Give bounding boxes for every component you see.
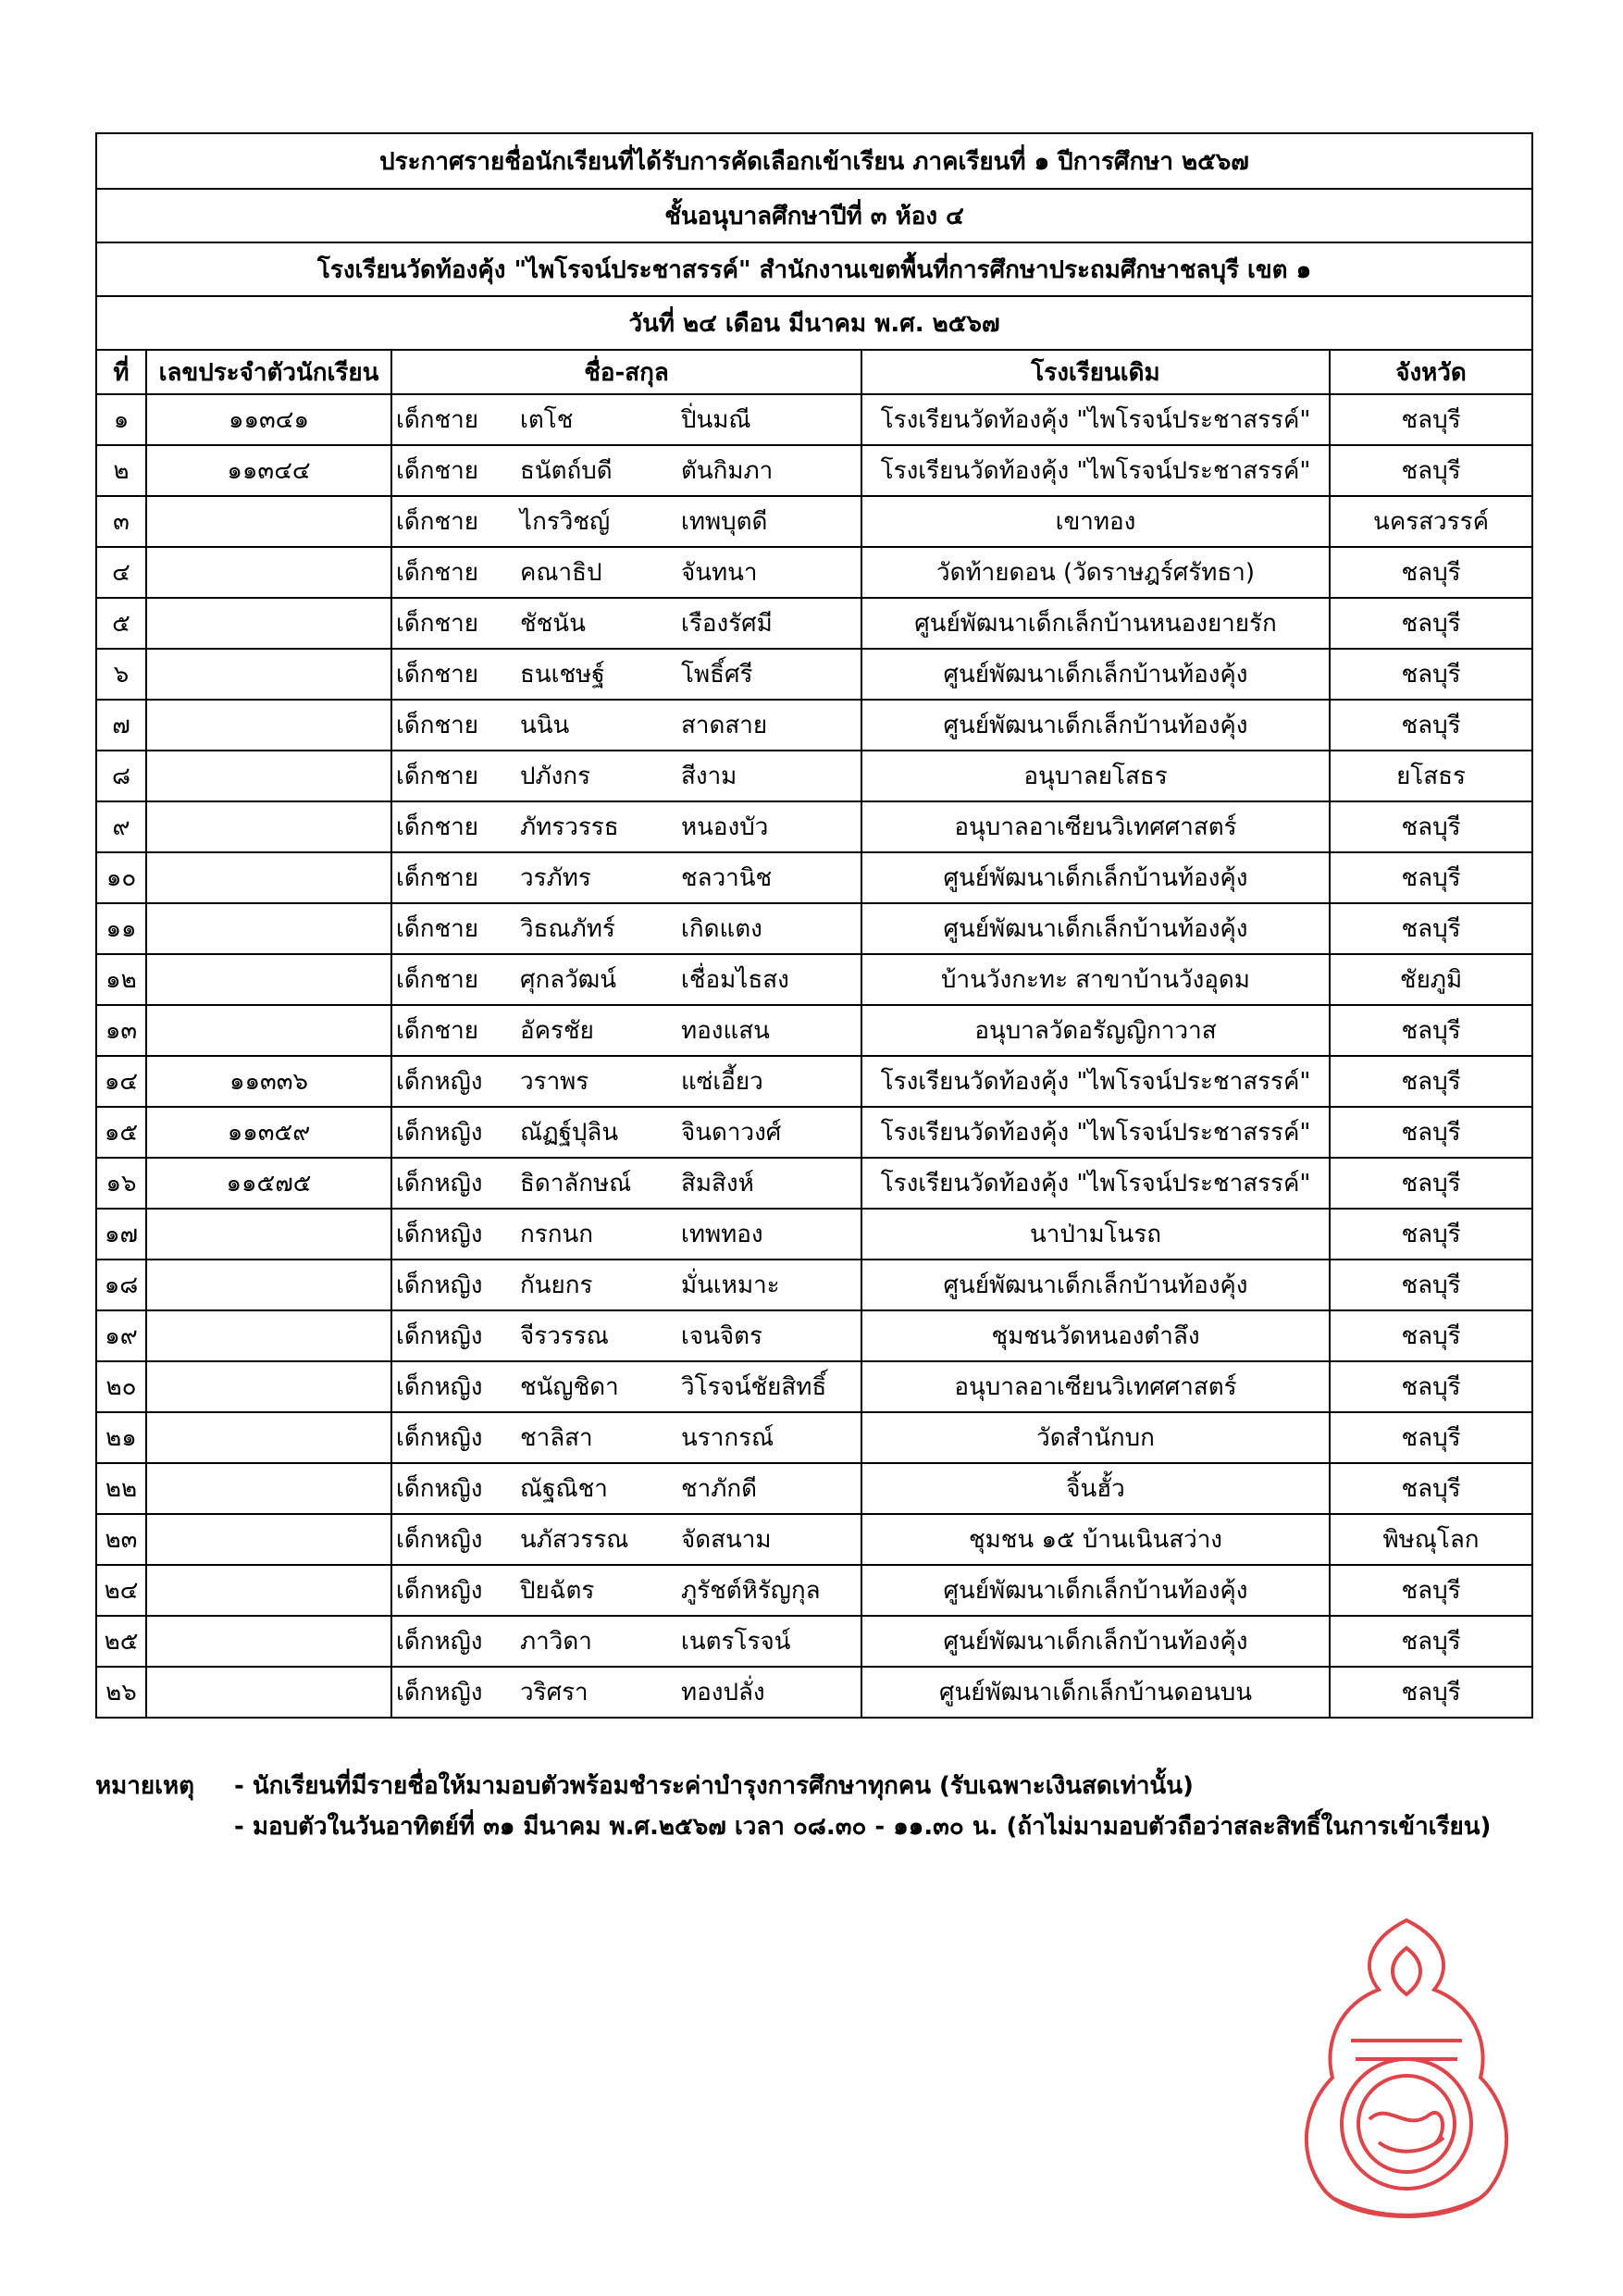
name-prefix: เด็กชาย: [396, 1017, 478, 1045]
name-prefix: เด็กหญิง: [396, 1322, 483, 1350]
row-number: ๒๓: [96, 1514, 146, 1565]
first-name: คณาธิป: [520, 559, 602, 587]
last-name: หนองบัว: [681, 813, 769, 841]
col-header-student-id: เลขประจำตัวนักเรียน: [146, 350, 391, 394]
last-name: ภูรัชต์หิรัญกุล: [681, 1577, 821, 1605]
student-name: [391, 1260, 861, 1310]
student-name: [391, 445, 861, 496]
student-name: [391, 598, 861, 649]
last-name: เทพทอง: [681, 1221, 763, 1248]
first-name: ภัทรวรรธ: [520, 813, 619, 841]
row-number: ๕: [96, 598, 146, 649]
previous-school: บ้านวังกะทะ สาขาบ้านวังอุดม: [861, 954, 1330, 1005]
student-id: ๑๑๕๗๕: [146, 1158, 391, 1209]
previous-school: โรงเรียนวัดท้องคุ้ง "ไพโรจน์ประชาสรรค์": [861, 445, 1330, 496]
student-name: [391, 1158, 861, 1209]
student-id: [146, 1005, 391, 1056]
previous-school: ศูนย์พัฒนาเด็กเล็กบ้านท้องคุ้ง: [861, 852, 1330, 903]
row-number: ๒๖: [96, 1667, 146, 1718]
student-list-table: [95, 132, 1533, 1719]
name-prefix: เด็กชาย: [396, 457, 478, 485]
student-name: [391, 1616, 861, 1667]
student-id: [146, 852, 391, 903]
student-id: [146, 547, 391, 598]
student-row: [96, 954, 1532, 1005]
last-name: เกิดแตง: [681, 915, 762, 943]
province: ชลบุรี: [1330, 801, 1532, 852]
row-number: ๑: [96, 394, 146, 445]
last-name: จันทนา: [681, 559, 758, 587]
student-id: [146, 1514, 391, 1565]
student-id: [146, 1463, 391, 1514]
province: ชลบุรี: [1330, 445, 1532, 496]
class-level: ชั้นอนุบาลศึกษาปีที่ ๓ ห้อง ๔: [96, 189, 1532, 242]
student-name: [391, 801, 861, 852]
previous-school: จิ้นฮั้ว: [861, 1463, 1330, 1514]
student-rows: [96, 394, 1532, 1718]
student-row: [96, 598, 1532, 649]
student-id: [146, 649, 391, 700]
student-id: [146, 1361, 391, 1412]
row-number: ๖: [96, 649, 146, 700]
name-prefix: เด็กชาย: [396, 661, 478, 689]
last-name: นรากรณ์: [681, 1424, 774, 1452]
row-number: ๑๗: [96, 1209, 146, 1260]
name-prefix: เด็กชาย: [396, 966, 478, 994]
previous-school: ชุมชนวัดหนองตำลึง: [861, 1310, 1330, 1361]
col-header-no: ที่: [96, 350, 146, 394]
name-prefix: เด็กหญิง: [396, 1221, 483, 1248]
student-name: [391, 903, 861, 954]
last-name: สิมสิงห์: [681, 1170, 754, 1198]
previous-school: ศูนย์พัฒนาเด็กเล็กบ้านท้องคุ้ง: [861, 1565, 1330, 1616]
school-seal-stamp: [1268, 1902, 1545, 2253]
first-name: กันยกร: [520, 1272, 593, 1299]
first-name: ไกรวิชญ์: [520, 508, 611, 536]
student-id: [146, 1412, 391, 1463]
row-number: ๑๐: [96, 852, 146, 903]
student-row: [96, 700, 1532, 751]
student-row: [96, 1463, 1532, 1514]
province: ชลบุรี: [1330, 1056, 1532, 1107]
col-header-prev-school: โรงเรียนเดิม: [861, 350, 1330, 394]
student-id: [146, 1310, 391, 1361]
remark-line-1: - นักเรียนที่มีรายชื่อให้มามอบตัวพร้อมชำระค่าบำรุงการศึกษาทุกคน (รับเฉพาะเงินสดเท่านั้น): [234, 1772, 1194, 1800]
first-name: เตโช: [520, 406, 574, 434]
student-id: [146, 954, 391, 1005]
province: ชลบุรี: [1330, 394, 1532, 445]
province: ชลบุรี: [1330, 852, 1532, 903]
row-number: ๑๕: [96, 1107, 146, 1158]
last-name: ทองแสน: [681, 1017, 770, 1045]
row-number: ๑๒: [96, 954, 146, 1005]
last-name: ปิ่นมณี: [681, 406, 751, 434]
previous-school: อนุบาลวัดอรัญญิกาวาส: [861, 1005, 1330, 1056]
student-row: [96, 1158, 1532, 1209]
student-row: [96, 801, 1532, 852]
name-prefix: เด็กชาย: [396, 813, 478, 841]
last-name: สาดสาย: [681, 712, 768, 739]
student-name: [391, 700, 861, 751]
student-row: [96, 1412, 1532, 1463]
row-number: ๒๒: [96, 1463, 146, 1514]
previous-school: ศูนย์พัฒนาเด็กเล็กบ้านท้องคุ้ง: [861, 649, 1330, 700]
row-number: ๑๘: [96, 1260, 146, 1310]
first-name: ชนัญชิดา: [520, 1373, 619, 1401]
student-name: [391, 1514, 861, 1565]
province: ชลบุรี: [1330, 1107, 1532, 1158]
student-row: [96, 751, 1532, 801]
announcement-date: วันที่ ๒๔ เดือน มีนาคม พ.ศ. ๒๕๖๗: [96, 296, 1532, 350]
student-row: [96, 1667, 1532, 1718]
row-number: ๒๔: [96, 1565, 146, 1616]
row-number: ๑๙: [96, 1310, 146, 1361]
name-prefix: เด็กชาย: [396, 915, 478, 943]
student-id: ๑๑๓๓๖: [146, 1056, 391, 1107]
first-name: วริศรา: [520, 1679, 588, 1706]
student-id: [146, 598, 391, 649]
student-row: [96, 903, 1532, 954]
previous-school: ศูนย์พัฒนาเด็กเล็กบ้านหนองยายรัก: [861, 598, 1330, 649]
student-id: [146, 1209, 391, 1260]
previous-school: โรงเรียนวัดท้องคุ้ง "ไพโรจน์ประชาสรรค์": [861, 1158, 1330, 1209]
name-prefix: เด็กหญิง: [396, 1170, 483, 1198]
name-prefix: เด็กหญิง: [396, 1526, 483, 1554]
student-row: [96, 649, 1532, 700]
student-name: [391, 954, 861, 1005]
province: ชลบุรี: [1330, 1667, 1532, 1718]
province: ชลบุรี: [1330, 649, 1532, 700]
row-number: ๑๔: [96, 1056, 146, 1107]
student-row: [96, 1005, 1532, 1056]
province: ชลบุรี: [1330, 700, 1532, 751]
school-line: โรงเรียนวัดท้องคุ้ง "ไพโรจน์ประชาสรรค์" สำนักงานเขตพื้นที่การศึกษาประถมศึกษาชลบุรี เขต ๑: [96, 242, 1532, 296]
previous-school: ศูนย์พัฒนาเด็กเล็กบ้านดอนบน: [861, 1667, 1330, 1718]
first-name: ภาวิดา: [520, 1628, 592, 1656]
first-name: ณัฏฐ์ปุลิน: [520, 1119, 619, 1147]
student-name: [391, 751, 861, 801]
name-prefix: เด็กหญิง: [396, 1628, 483, 1656]
previous-school: ศูนย์พัฒนาเด็กเล็กบ้านท้องคุ้ง: [861, 700, 1330, 751]
name-prefix: เด็กชาย: [396, 763, 478, 790]
last-name: วิโรจน์ชัยสิทธิ์: [681, 1373, 827, 1401]
province: ยโสธร: [1330, 751, 1532, 801]
last-name: แซ่เอี้ยว: [681, 1068, 763, 1096]
first-name: กรกนก: [520, 1221, 593, 1248]
student-id: [146, 700, 391, 751]
last-name: จินดาวงศ์: [681, 1119, 782, 1147]
province: ชลบุรี: [1330, 1005, 1532, 1056]
first-name: วิธณภัทร์: [520, 915, 615, 943]
name-prefix: เด็กหญิง: [396, 1373, 483, 1401]
student-name: [391, 1005, 861, 1056]
row-number: ๙: [96, 801, 146, 852]
province: ชัยภูมิ: [1330, 954, 1532, 1005]
last-name: เรืองรัศมี: [681, 610, 773, 638]
student-id: ๑๑๓๔๔: [146, 445, 391, 496]
row-number: ๒๑: [96, 1412, 146, 1463]
last-name: ชลวานิช: [681, 864, 773, 892]
previous-school: เขาทอง: [861, 496, 1330, 547]
student-row: [96, 1310, 1532, 1361]
student-name: [391, 394, 861, 445]
province: ชลบุรี: [1330, 547, 1532, 598]
row-number: ๒๐: [96, 1361, 146, 1412]
last-name: ตันกิมภา: [681, 457, 774, 485]
student-name: [391, 852, 861, 903]
previous-school: อนุบาลอาเซียนวิเทศศาสตร์: [861, 801, 1330, 852]
first-name: ศุกลวัฒน์: [520, 966, 617, 994]
name-prefix: เด็กชาย: [396, 610, 478, 638]
first-name: วราพร: [520, 1068, 589, 1096]
last-name: ชาภักดี: [681, 1475, 758, 1503]
student-row: [96, 1514, 1532, 1565]
student-id: ๑๑๓๕๙: [146, 1107, 391, 1158]
name-prefix: เด็กชาย: [396, 712, 478, 739]
student-name: [391, 1412, 861, 1463]
first-name: ปิยฉัตร: [520, 1577, 595, 1605]
student-name: [391, 1667, 861, 1718]
student-id: [146, 903, 391, 954]
province: ชลบุรี: [1330, 598, 1532, 649]
last-name: มั่นเหมาะ: [681, 1272, 780, 1299]
row-number: ๒: [96, 445, 146, 496]
student-id: [146, 496, 391, 547]
last-name: เชื่อมไธสง: [681, 966, 789, 994]
province: ชลบุรี: [1330, 1361, 1532, 1412]
student-id: [146, 1260, 391, 1310]
last-name: โพธิ์ศรี: [681, 661, 753, 689]
previous-school: นาป่ามโนรถ: [861, 1209, 1330, 1260]
previous-school: ชุมชน ๑๕ บ้านเนินสว่าง: [861, 1514, 1330, 1565]
first-name: นภัสวรรณ: [520, 1526, 629, 1554]
previous-school: อนุบาลอาเซียนวิเทศศาสตร์: [861, 1361, 1330, 1412]
name-prefix: เด็กหญิง: [396, 1577, 483, 1605]
last-name: เนตรโรจน์: [681, 1628, 791, 1656]
row-number: ๒๕: [96, 1616, 146, 1667]
name-prefix: เด็กหญิง: [396, 1424, 483, 1452]
student-row: [96, 394, 1532, 445]
previous-school: โรงเรียนวัดท้องคุ้ง "ไพโรจน์ประชาสรรค์": [861, 1056, 1330, 1107]
student-row: [96, 1565, 1532, 1616]
province: ชลบุรี: [1330, 1260, 1532, 1310]
row-number: ๑๖: [96, 1158, 146, 1209]
previous-school: วัดท้ายดอน (วัดราษฎร์ศรัทธา): [861, 547, 1330, 598]
row-number: ๓: [96, 496, 146, 547]
remarks-label: หมายเหตุ: [95, 1772, 195, 1800]
first-name: ธนเชษฐ์: [520, 661, 605, 689]
previous-school: อนุบาลยโสธร: [861, 751, 1330, 801]
student-name: [391, 649, 861, 700]
first-name: จีรวรรณ: [520, 1322, 609, 1350]
name-prefix: เด็กหญิง: [396, 1068, 483, 1096]
remarks: [95, 1766, 1539, 1847]
student-id: [146, 1667, 391, 1718]
last-name: เจนจิตร: [681, 1322, 762, 1350]
student-name: [391, 1463, 861, 1514]
province: พิษณุโลก: [1330, 1514, 1532, 1565]
student-name: [391, 1209, 861, 1260]
province: ชลบุรี: [1330, 1158, 1532, 1209]
student-row: [96, 852, 1532, 903]
name-prefix: เด็กชาย: [396, 508, 478, 536]
student-name: [391, 1361, 861, 1412]
previous-school: ศูนย์พัฒนาเด็กเล็กบ้านท้องคุ้ง: [861, 903, 1330, 954]
name-prefix: เด็กชาย: [396, 406, 478, 434]
previous-school: โรงเรียนวัดท้องคุ้ง "ไพโรจน์ประชาสรรค์": [861, 1107, 1330, 1158]
student-row: [96, 496, 1532, 547]
province: ชลบุรี: [1330, 1310, 1532, 1361]
province: ชลบุรี: [1330, 1616, 1532, 1667]
last-name: ทองปลั่ง: [681, 1679, 765, 1706]
student-row: [96, 1616, 1532, 1667]
student-id: [146, 1565, 391, 1616]
row-number: ๑๓: [96, 1005, 146, 1056]
province: ชลบุรี: [1330, 1463, 1532, 1514]
province: ชลบุรี: [1330, 1565, 1532, 1616]
first-name: ณัฐณิชา: [520, 1475, 608, 1503]
name-prefix: เด็กหญิง: [396, 1272, 483, 1299]
last-name: สีงาม: [681, 763, 737, 790]
announcement-title: ประกาศรายชื่อนักเรียนที่ได้รับการคัดเลือกเข้าเรียน ภาคเรียนที่ ๑ ปีการศึกษา ๒๕๖๗: [96, 133, 1532, 189]
first-name: ธิดาลักษณ์: [520, 1170, 632, 1198]
student-row: [96, 445, 1532, 496]
first-name: ชัชนัน: [520, 610, 586, 638]
previous-school: ศูนย์พัฒนาเด็กเล็กบ้านท้องคุ้ง: [861, 1260, 1330, 1310]
previous-school: โรงเรียนวัดท้องคุ้ง "ไพโรจน์ประชาสรรค์": [861, 394, 1330, 445]
row-number: ๑๑: [96, 903, 146, 954]
student-id: [146, 801, 391, 852]
row-number: ๔: [96, 547, 146, 598]
province: ชลบุรี: [1330, 1209, 1532, 1260]
row-number: ๘: [96, 751, 146, 801]
student-row: [96, 1209, 1532, 1260]
student-name: [391, 1056, 861, 1107]
first-name: ปภังกร: [520, 763, 591, 790]
province: นครสวรรค์: [1330, 496, 1532, 547]
name-prefix: เด็กชาย: [396, 559, 478, 587]
student-name: [391, 1310, 861, 1361]
remark-line-2: - มอบตัวในวันอาทิตย์ที่ ๓๑ มีนาคม พ.ศ.๒๕๖๗ เวลา ๐๘.๓๐ - ๑๑.๓๐ น. (ถ้าไม่มามอบตัวถือว่าสละสิทธิ์ในการเข้าเรียน): [234, 1813, 1492, 1841]
student-name: [391, 496, 861, 547]
student-id: [146, 751, 391, 801]
student-name: [391, 547, 861, 598]
student-row: [96, 1107, 1532, 1158]
student-name: [391, 1107, 861, 1158]
name-prefix: เด็กหญิง: [396, 1679, 483, 1706]
student-name: [391, 1565, 861, 1616]
name-prefix: เด็กชาย: [396, 864, 478, 892]
student-id: [146, 1616, 391, 1667]
previous-school: วัดสำนักบก: [861, 1412, 1330, 1463]
first-name: ชาลิสา: [520, 1424, 593, 1452]
first-name: นนิน: [520, 712, 570, 739]
student-row: [96, 547, 1532, 598]
province: ชลบุรี: [1330, 903, 1532, 954]
first-name: อัครชัย: [520, 1017, 594, 1045]
name-prefix: เด็กหญิง: [396, 1119, 483, 1147]
student-row: [96, 1361, 1532, 1412]
col-header-name: ชื่อ-สกุล: [391, 350, 861, 394]
column-header-row: [96, 350, 1532, 394]
col-header-province: จังหวัด: [1330, 350, 1532, 394]
last-name: เทพบุตดี: [681, 508, 768, 536]
first-name: ธนัตถ์บดี: [520, 457, 613, 485]
previous-school: ศูนย์พัฒนาเด็กเล็กบ้านท้องคุ้ง: [861, 1616, 1330, 1667]
student-row: [96, 1260, 1532, 1310]
name-prefix: เด็กหญิง: [396, 1475, 483, 1503]
row-number: ๗: [96, 700, 146, 751]
first-name: วรภัทร: [520, 864, 591, 892]
last-name: จัดสนาม: [681, 1526, 772, 1554]
student-id: ๑๑๓๔๑: [146, 394, 391, 445]
province: ชลบุรี: [1330, 1412, 1532, 1463]
student-row: [96, 1056, 1532, 1107]
